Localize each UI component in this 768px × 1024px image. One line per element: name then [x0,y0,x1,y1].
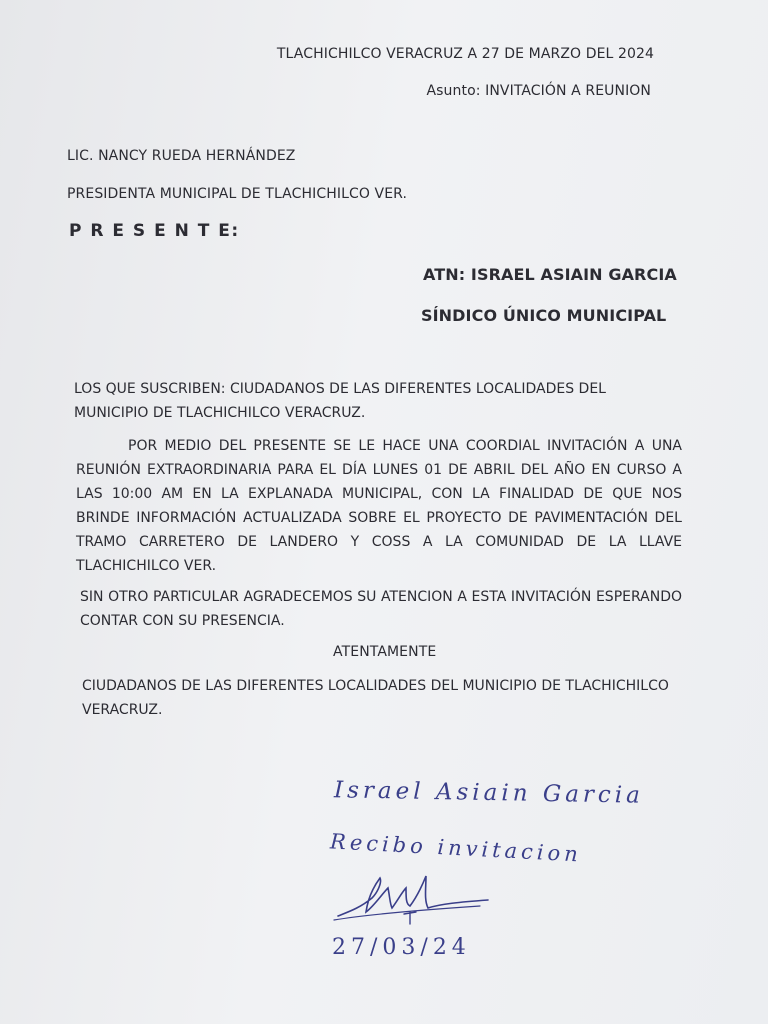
intro-paragraph: LOS QUE SUSCRIBEN: CIUDADANOS DE LAS DIFERENTES LOCALIDADES DEL MUNICIPIO DE TLACHICHILCO VERACRUZ. [74,381,606,421]
subject-line: Asunto: INVITACIÓN A REUNION [426,83,651,99]
signatories-paragraph: CIUDADANOS DE LAS DIFERENTES LOCALIDADES DEL MUNICIPIO DE TLACHICHILCO VERACRUZ. [82,678,669,718]
handwritten-date: 27/03/24 [332,935,471,960]
closing-paragraph: SIN OTRO PARTICULAR AGRADECEMOS SU ATENCION A ESTA INVITACIÓN ESPERANDO CONTAR CON SU PRESENCIA. [80,589,682,629]
atentamente-label: ATENTAMENTE [333,644,437,660]
main-paragraph: POR MEDIO DEL PRESENTE SE LE HACE UNA COORDIAL INVITACIÓN A UNA REUNIÓN EXTRAORDINARIA PARA EL DÍA LUNES 01 DE ABRIL DEL AÑO EN CURSO A LAS 10:00 AM EN LA EXPLANADA MUNICIPAL, CON LA FINALIDAD DE QUE NOS BRINDE INFORMACIÓN ACTUALIZADA SOBRE EL PROYECTO DE PAVIMENTACIÓN DEL TRAMO CARRETERO DE LANDERO Y COSS A LA COMUNIDAD DE LA LLAVE TLACHICHILCO VER. [76,438,682,574]
recipient-position: PRESIDENTA MUNICIPAL DE TLACHICHILCO VER. [67,186,408,202]
handwritten-note: Recibo invitacion [329,829,583,867]
recipient-name: LIC. NANCY RUEDA HERNÁNDEZ [67,148,296,164]
attention-role: SÍNDICO ÚNICO MUNICIPAL [421,306,667,325]
place-date: TLACHICHILCO VERACRUZ A 27 DE MARZO DEL 2024 [276,46,654,62]
handwritten-name: Israel Asiain Garcia [333,777,645,809]
signature-mark [330,868,495,930]
presente-heading: P R E S E N T E: [69,221,240,241]
attention-line: ATN: ISRAEL ASIAIN GARCIA [423,265,677,284]
